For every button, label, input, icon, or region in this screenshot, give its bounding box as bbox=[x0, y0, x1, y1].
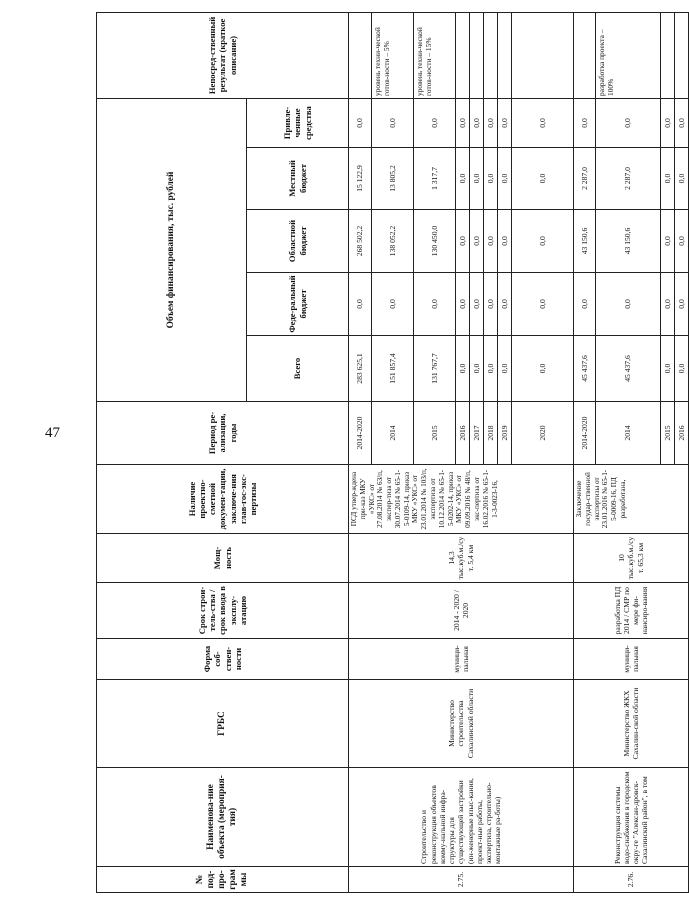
header-period-build: Срок строи-тель-ства / срок ввода в эксплу-атацию bbox=[97, 583, 349, 639]
header-local: Местный бюджет bbox=[247, 148, 349, 210]
header-capacity: Мощ-ность bbox=[97, 534, 349, 583]
local-cell: 0,0 bbox=[470, 148, 484, 210]
total-cell: 283 625,1 bbox=[349, 336, 372, 402]
capacity-cell: 14,3 тыс.куб.м./су т. 5,4 км bbox=[349, 534, 574, 583]
regional-cell: 43 150,6 bbox=[596, 210, 661, 273]
federal-cell: 0,0 bbox=[574, 273, 596, 336]
year-cell: 2016 bbox=[675, 402, 689, 465]
result-cell bbox=[675, 12, 689, 98]
federal-cell: 0,0 bbox=[456, 273, 470, 336]
attracted-cell: 0,0 bbox=[574, 98, 596, 147]
header-total: Всего bbox=[247, 336, 349, 402]
federal-cell: 0,0 bbox=[675, 273, 689, 336]
local-cell: 1 317,7 bbox=[414, 148, 456, 210]
period-build-cell: разработка ПД 2014 / СМР по мере фи-нансиро-вания bbox=[574, 583, 689, 639]
result-cell bbox=[498, 12, 512, 98]
year-cell: 2016 bbox=[456, 402, 470, 465]
attracted-cell: 0,0 bbox=[456, 98, 470, 147]
federal-cell: 0,0 bbox=[596, 273, 661, 336]
year-cell: 2014-2020 bbox=[574, 402, 596, 465]
year-cell: 2019 bbox=[498, 402, 512, 465]
year-cell: 2014 bbox=[596, 402, 661, 465]
result-cell bbox=[456, 12, 470, 98]
regional-cell: 43 150,6 bbox=[574, 210, 596, 273]
regional-cell: 0,0 bbox=[456, 210, 470, 273]
header-result: Непосред-ственный результат (краткое описание) bbox=[97, 12, 349, 98]
total-cell: 0,0 bbox=[661, 336, 675, 402]
docs-cell: ПСД утвер-ждена при-каз МКУ «УКС» от 27.08.2014 № 63/п, экспер-тиза от 30.07.2014 № 65-1-5-0109-14, приказ МКУ «УКС» от 23.01.2014 № 103/п, экспертиза от 10.12.2014 № 65-1-5-0202-14, приказ МКУ «УКС» от 09.09.2016 № 48/п, экс-пертиза от 16.02.2016 № 65-1-1-3-0023-16, bbox=[349, 465, 574, 534]
total-cell: 0,0 bbox=[512, 336, 574, 402]
capacity-cell: 10 тыс.куб.м./су т. 65,3 км bbox=[574, 534, 689, 583]
header-num: № под-про-грам мы bbox=[97, 867, 349, 893]
result-cell bbox=[470, 12, 484, 98]
docs-cell: Заключение государ-ственной экспертизы от 23.01.2016 № 65-1-5-0009-16, ПД разработана, bbox=[574, 465, 689, 534]
year-cell: 2015 bbox=[414, 402, 456, 465]
object-name: Реконструкция системы водо-снабжения в городском окру-ге "Алексан-дровск-Сахалинский район", в том bbox=[574, 768, 689, 867]
local-cell: 0,0 bbox=[512, 148, 574, 210]
regional-cell: 0,0 bbox=[661, 210, 675, 273]
local-cell: 0,0 bbox=[456, 148, 470, 210]
result-cell: уровень техни-ческой готов-ности – 15% bbox=[414, 12, 456, 98]
attracted-cell: 0,0 bbox=[596, 98, 661, 147]
ownership-cell: муници-пальная bbox=[349, 639, 574, 680]
header-name: Наименова-ние объекта (мероприя-тия) bbox=[97, 768, 349, 867]
attracted-cell: 0,0 bbox=[470, 98, 484, 147]
ownership-cell: муници-пальная bbox=[574, 639, 689, 680]
attracted-cell: 0,0 bbox=[512, 98, 574, 147]
total-cell: 45 437,6 bbox=[596, 336, 661, 402]
regional-cell: 0,0 bbox=[675, 210, 689, 273]
total-cell: 131 767,7 bbox=[414, 336, 456, 402]
rotated-table-page bbox=[96, 13, 686, 893]
total-cell: 151 857,4 bbox=[372, 336, 414, 402]
result-cell bbox=[574, 12, 596, 98]
local-cell: 2 287,0 bbox=[574, 148, 596, 210]
federal-cell: 0,0 bbox=[372, 273, 414, 336]
grbs-cell: Министерство строительства Сахалинской области bbox=[349, 680, 574, 768]
regional-cell: 0,0 bbox=[484, 210, 498, 273]
object-name: Строительство и реконструкция объектов комму-нальной инфра-структуры для существующей застройки (ин-женерные изыс-кания, проект-ные работы, экспертиза, строительно-монтажные ра-боты) bbox=[349, 768, 574, 867]
regional-cell: 130 450,0 bbox=[414, 210, 456, 273]
result-cell bbox=[512, 12, 574, 98]
header-docs: Наличие проектно-сметной докумен-тации, заключе-ния глав-гос-экс-пертизы bbox=[97, 465, 349, 534]
local-cell: 0,0 bbox=[675, 148, 689, 210]
local-cell: 0,0 bbox=[661, 148, 675, 210]
federal-cell: 0,0 bbox=[661, 273, 675, 336]
header-financing: Объем финансирования, тыс. рублей bbox=[97, 98, 247, 401]
header-federal: Феде-ральный бюджет bbox=[247, 273, 349, 336]
header-period-impl: Период ре-ализации, годы bbox=[97, 402, 349, 465]
year-cell: 2020 bbox=[512, 402, 574, 465]
total-cell: 0,0 bbox=[470, 336, 484, 402]
federal-cell: 0,0 bbox=[349, 273, 372, 336]
year-cell: 2018 bbox=[484, 402, 498, 465]
grbs-cell: Министерство ЖКХ Сахалин-ской области bbox=[574, 680, 689, 768]
result-cell: уровень техни-ческой готов-ности – 5% bbox=[372, 12, 414, 98]
regional-cell: 0,0 bbox=[470, 210, 484, 273]
federal-cell: 0,0 bbox=[512, 273, 574, 336]
federal-cell: 0,0 bbox=[414, 273, 456, 336]
total-cell: 0,0 bbox=[498, 336, 512, 402]
header-attracted: Привле-ченные средства bbox=[247, 98, 349, 147]
row-number: 2.75. bbox=[349, 867, 574, 893]
federal-cell: 0,0 bbox=[498, 273, 512, 336]
year-cell: 2014 bbox=[372, 402, 414, 465]
local-cell: 15 122,9 bbox=[349, 148, 372, 210]
result-cell bbox=[484, 12, 498, 98]
page-number: 47 bbox=[45, 425, 60, 441]
header-regional: Областной бюджет bbox=[247, 210, 349, 273]
total-cell: 0,0 bbox=[484, 336, 498, 402]
period-build-cell: 2014 - 2020 / 2020 bbox=[349, 583, 574, 639]
financing-table bbox=[96, 12, 689, 893]
attracted-cell: 0,0 bbox=[349, 98, 372, 147]
attracted-cell: 0,0 bbox=[484, 98, 498, 147]
result-cell bbox=[661, 12, 675, 98]
regional-cell: 0,0 bbox=[512, 210, 574, 273]
federal-cell: 0,0 bbox=[484, 273, 498, 336]
regional-cell: 268 502,2 bbox=[349, 210, 372, 273]
year-cell: 2017 bbox=[470, 402, 484, 465]
federal-cell: 0,0 bbox=[470, 273, 484, 336]
attracted-cell: 0,0 bbox=[675, 98, 689, 147]
attracted-cell: 0,0 bbox=[661, 98, 675, 147]
attracted-cell: 0,0 bbox=[414, 98, 456, 147]
local-cell: 0,0 bbox=[498, 148, 512, 210]
local-cell: 0,0 bbox=[484, 148, 498, 210]
attracted-cell: 0,0 bbox=[372, 98, 414, 147]
header-grbs: ГРБС bbox=[97, 680, 349, 768]
year-cell: 2015 bbox=[661, 402, 675, 465]
total-cell: 0,0 bbox=[675, 336, 689, 402]
year-cell: 2014-2020 bbox=[349, 402, 372, 465]
local-cell: 2 287,0 bbox=[596, 148, 661, 210]
regional-cell: 138 052,2 bbox=[372, 210, 414, 273]
attracted-cell: 0,0 bbox=[498, 98, 512, 147]
total-cell: 0,0 bbox=[456, 336, 470, 402]
row-number: 2.76. bbox=[574, 867, 689, 893]
result-cell: разработка проекта – 100% bbox=[596, 12, 661, 98]
header-ownership: Форма соб-ствен-ности bbox=[97, 639, 349, 680]
total-cell: 45 437,6 bbox=[574, 336, 596, 402]
regional-cell: 0,0 bbox=[498, 210, 512, 273]
result-cell bbox=[349, 12, 372, 98]
local-cell: 13 805,2 bbox=[372, 148, 414, 210]
